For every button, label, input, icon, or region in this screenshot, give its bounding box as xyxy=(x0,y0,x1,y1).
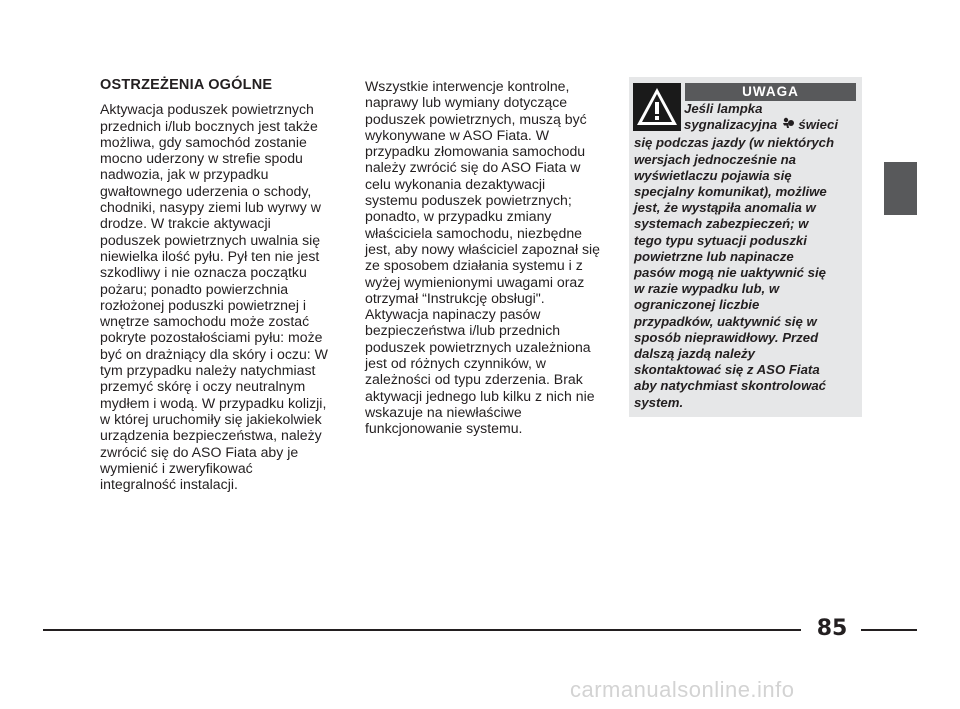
warning-line: system. xyxy=(634,394,684,410)
text-line: jest od różnych czynników, w xyxy=(365,355,546,372)
warning-line: skontaktować się z ASO Fiata xyxy=(634,362,820,378)
text-line: wykonywane w ASO Fiata. W xyxy=(365,126,550,143)
warning-line: dalszą jazdą należy xyxy=(634,346,755,362)
text-line: urządzenia bezpieczeństwa, należy xyxy=(100,427,322,444)
text-line: celu wykonania dezaktywacji xyxy=(365,175,546,192)
text-line: mydłem i wodą. W przypadku kolizji, xyxy=(100,394,327,411)
watermark: carmanualsonline.info xyxy=(570,677,795,702)
text-line: otrzymał “Instrukcję obsługi". xyxy=(365,289,545,306)
text-line: zależności od typu zderzenia. Brak xyxy=(365,371,583,388)
section-heading: OSTRZEŻENIA OGÓLNE xyxy=(100,77,273,93)
text-line: funkcjonowanie systemu. xyxy=(365,420,523,437)
text-line: przypadku złomowania samochodu xyxy=(365,143,586,160)
column-middle-paragraph xyxy=(365,78,600,437)
text-line: właściciela samochodu, niezbędne xyxy=(365,224,583,241)
text-line: aktywacji jednego lub kilku z nich nie xyxy=(365,387,595,404)
warning-line: systemach zabezpieczeń; w xyxy=(634,216,809,232)
text-line: rozłożonej poduszki powietrznej i xyxy=(100,296,307,313)
text-line: możliwa, gdy samochód zostanie xyxy=(100,133,307,150)
text-line: Wszystkie interwencje kontrolne, xyxy=(365,78,570,94)
column-left-paragraph xyxy=(100,101,330,492)
text-line: gwałtownego uderzenia o schody, xyxy=(100,182,312,199)
warning-text xyxy=(634,101,858,411)
text-line: bezpieczeństwa i/lub przednich xyxy=(365,322,561,339)
text-line: mocno uderzony w strefie spodu xyxy=(100,150,303,167)
warning-line: specjalny komunikat), możliwe xyxy=(634,184,827,200)
airbag-warning-lamp-icon xyxy=(781,117,795,135)
text-line: niewielka ilość pyłu. Pył ten nie jest xyxy=(100,247,320,264)
warning-line: wersjach jednocześnie na xyxy=(634,151,796,167)
warning-line: się podczas jazdy (w niektórych xyxy=(634,135,835,151)
warning-line: Jeśli lampka xyxy=(684,101,763,116)
text-line: Aktywacja poduszek powietrznych xyxy=(100,101,314,118)
text-line: szkodliwy i nie oznacza początku xyxy=(100,264,307,281)
text-line: przemyć skórę i oczy neutralnym xyxy=(100,378,306,395)
text-line: wskazuje na niewłaściwe xyxy=(365,403,522,420)
page-number: 85 xyxy=(816,616,848,641)
text-line: wnętrze samochodu może zostać xyxy=(100,313,310,330)
text-line: tym przypadku należy natychmiast xyxy=(100,362,316,379)
warning-line: w razie wypadku lub, w xyxy=(634,281,780,297)
text-line: zwrócić się do ASO Fiata aby je xyxy=(100,443,299,460)
text-line: ze sposobem działania systemu i z xyxy=(365,257,583,274)
warning-banner: UWAGA xyxy=(685,83,856,101)
warning-line: wyświetlaczu pojawia się xyxy=(634,167,792,183)
text-line: ponadto, w przypadku zmiany xyxy=(365,208,552,225)
section-tab-marker xyxy=(884,162,917,215)
text-line: być on drażniący dla skóry i oczu: W xyxy=(100,345,328,362)
text-line: poduszek powietrznych uwalnia się xyxy=(100,231,321,248)
warning-line: powietrzne lub napinacze xyxy=(634,248,794,264)
warning-line: tego typu sytuacji poduszki xyxy=(634,232,807,248)
warning-line: świeci xyxy=(794,117,839,133)
text-line: pożaru; ponadto powierzchnia xyxy=(100,280,289,297)
icon-spacer xyxy=(634,101,684,131)
text-line: drodze. W trakcie aktywacji xyxy=(100,215,271,232)
text-line: poduszek powietrznych uzależniona xyxy=(365,338,591,355)
text-line: Aktywacja napinaczy pasów xyxy=(365,306,541,323)
text-line: systemu poduszek powietrznych; xyxy=(365,192,572,209)
text-line: chodniki, nasypy ziemi lub wyrwy w xyxy=(100,199,321,216)
text-line: przednich i/lub bocznych jest także xyxy=(100,117,318,134)
warning-line: ograniczonej liczbie xyxy=(634,297,760,313)
text-line: pokryte pozostałościami pyłu: może xyxy=(100,329,323,346)
text-line: naprawy lub wymiany dotyczące xyxy=(365,94,568,111)
column-middle xyxy=(365,78,600,437)
text-line: w której uruchomiły się jakiekolwiek xyxy=(100,410,322,427)
warning-line: aby natychmiast skontrolować xyxy=(634,378,827,394)
text-line: wymienić i zweryfikować xyxy=(100,459,253,476)
column-left xyxy=(100,77,330,492)
text-line: jest, aby nowy właściciel zapoznał się xyxy=(365,240,601,257)
text-line: nadwozia, jak w przypadku xyxy=(100,166,269,183)
text-line: wyżej wymienionymi uwagami oraz xyxy=(365,273,585,290)
warning-line: przypadków, uaktywnić się w xyxy=(634,313,817,329)
footer-rule xyxy=(43,629,801,631)
footer-rule xyxy=(861,629,917,631)
warning-line: jest, że wystąpiła anomalia w xyxy=(634,200,816,216)
warning-line: sygnalizacyjna xyxy=(684,117,778,133)
warning-line: sposób nieprawidłowy. Przed xyxy=(634,329,819,345)
warning-line: pasów mogą nie uaktywnić się xyxy=(634,265,827,281)
text-line: należy zwrócić się do ASO Fiata w xyxy=(365,159,581,176)
text-line: integralność instalacji. xyxy=(100,476,238,493)
text-line: poduszek powietrznych, muszą być xyxy=(365,110,587,127)
